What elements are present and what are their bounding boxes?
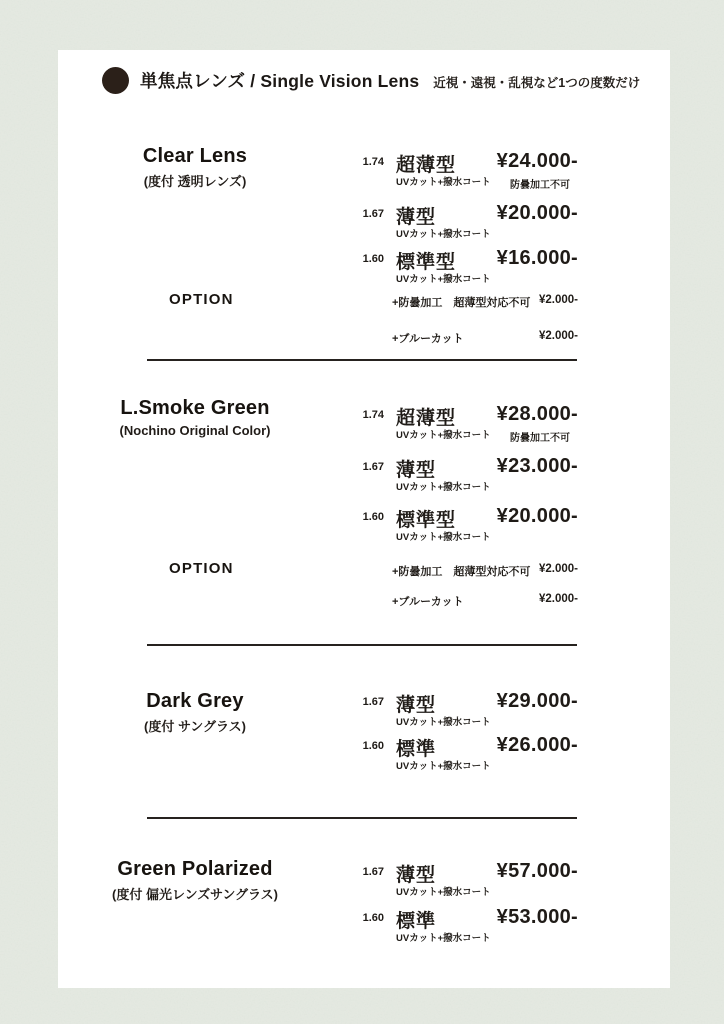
refractive-index: 1.60 [362,511,384,523]
option-price: ¥2.000- [538,563,578,575]
price-label: ¥29.000- [496,690,578,712]
lens-row [344,202,578,242]
lens-type: 標準 [396,739,437,760]
option-name: +防曇加工 超薄型対応不可 [392,297,531,309]
refractive-index: 1.67 [362,866,384,878]
coating-label: UVカット+撥水コート [396,933,491,944]
coating-label: UVカット+撥水コート [396,761,491,772]
coating-label: UVカット+撥水コート [396,177,491,188]
section-divider [147,644,577,646]
section-divider [147,817,577,819]
lens-type: 標準型 [396,252,457,273]
bullet-circle-icon [102,67,129,94]
price-label: ¥16.000- [496,247,578,269]
lens-row [344,247,578,287]
lens-type: 薄型 [396,460,437,481]
lens-type: 標準型 [396,510,457,531]
price-label: ¥23.000- [496,455,578,477]
refractive-index: 1.74 [362,409,384,421]
price-label: ¥24.000- [496,150,578,172]
option-heading: OPTION [169,291,234,308]
option-name: +ブルーカット [392,596,464,608]
option-row [344,563,578,579]
coating-label: UVカット+撥水コート [396,274,491,285]
refractive-index: 1.60 [362,912,384,924]
lens-row [344,860,578,900]
refractive-index: 1.60 [362,740,384,752]
lens-row [344,734,578,774]
lens-row [344,906,578,946]
coating-label: UVカット+撥水コート [396,717,491,728]
lens-row [344,455,578,495]
refractive-index: 1.67 [362,208,384,220]
coating-label: UVカット+撥水コート [396,229,491,240]
refractive-index: 1.67 [362,696,384,708]
lens-type: 超薄型 [396,408,457,429]
price-label: ¥53.000- [496,906,578,928]
lens-type: 薄型 [396,207,437,228]
price-label: ¥26.000- [496,734,578,756]
refractive-index: 1.74 [362,156,384,168]
lens-type: 標準 [396,911,437,932]
coating-label: UVカット+撥水コート [396,482,491,493]
refractive-index: 1.67 [362,461,384,473]
section-name: Green Polarized [117,858,273,880]
option-price: ¥2.000- [538,294,578,306]
price-note: 防曇加工不可 [510,433,570,444]
lens-row [344,403,578,443]
section-subname: (度付 透明レンズ) [143,174,247,189]
price-label: ¥20.000- [496,505,578,527]
section-name: Dark Grey [146,690,244,712]
section-title-green-polarized [65,858,325,903]
section-subname: (度付 偏光レンズサングラス) [112,887,278,902]
header-note: 近視・遠視・乱視など1つの度数だけ [433,76,641,90]
price-label: ¥20.000- [496,202,578,224]
section-name: Clear Lens [142,145,248,167]
lens-row [344,150,578,190]
page-title: 単焦点レンズ / Single Vision Lens [140,71,420,91]
section-title-dark-grey [65,690,325,735]
lens-type: 薄型 [396,695,437,716]
section-title-lsmoke-green [65,397,325,438]
price-label: ¥57.000- [496,860,578,882]
option-price: ¥2.000- [538,593,578,605]
option-row [344,294,578,310]
coating-label: UVカット+撥水コート [396,887,491,898]
lens-row [344,505,578,545]
option-price: ¥2.000- [538,330,578,342]
price-list-card [58,50,670,988]
lens-type: 薄型 [396,865,437,886]
section-subname: (度付 サングラス) [144,719,246,734]
coating-label: UVカット+撥水コート [396,430,491,441]
section-divider [147,359,577,361]
price-note: 防曇加工不可 [510,180,570,191]
section-subname: (Nochino Original Color) [119,423,271,438]
option-name: +防曇加工 超薄型対応不可 [392,566,531,578]
header [102,67,640,94]
refractive-index: 1.60 [362,253,384,265]
option-row [344,593,578,609]
lens-type: 超薄型 [396,155,457,176]
option-name: +ブルーカット [392,333,464,345]
price-label: ¥28.000- [496,403,578,425]
lens-row [344,690,578,730]
coating-label: UVカット+撥水コート [396,532,491,543]
section-name: L.Smoke Green [120,397,270,419]
option-row [344,330,578,346]
option-heading: OPTION [169,560,234,577]
section-title-clear-lens [65,145,325,190]
